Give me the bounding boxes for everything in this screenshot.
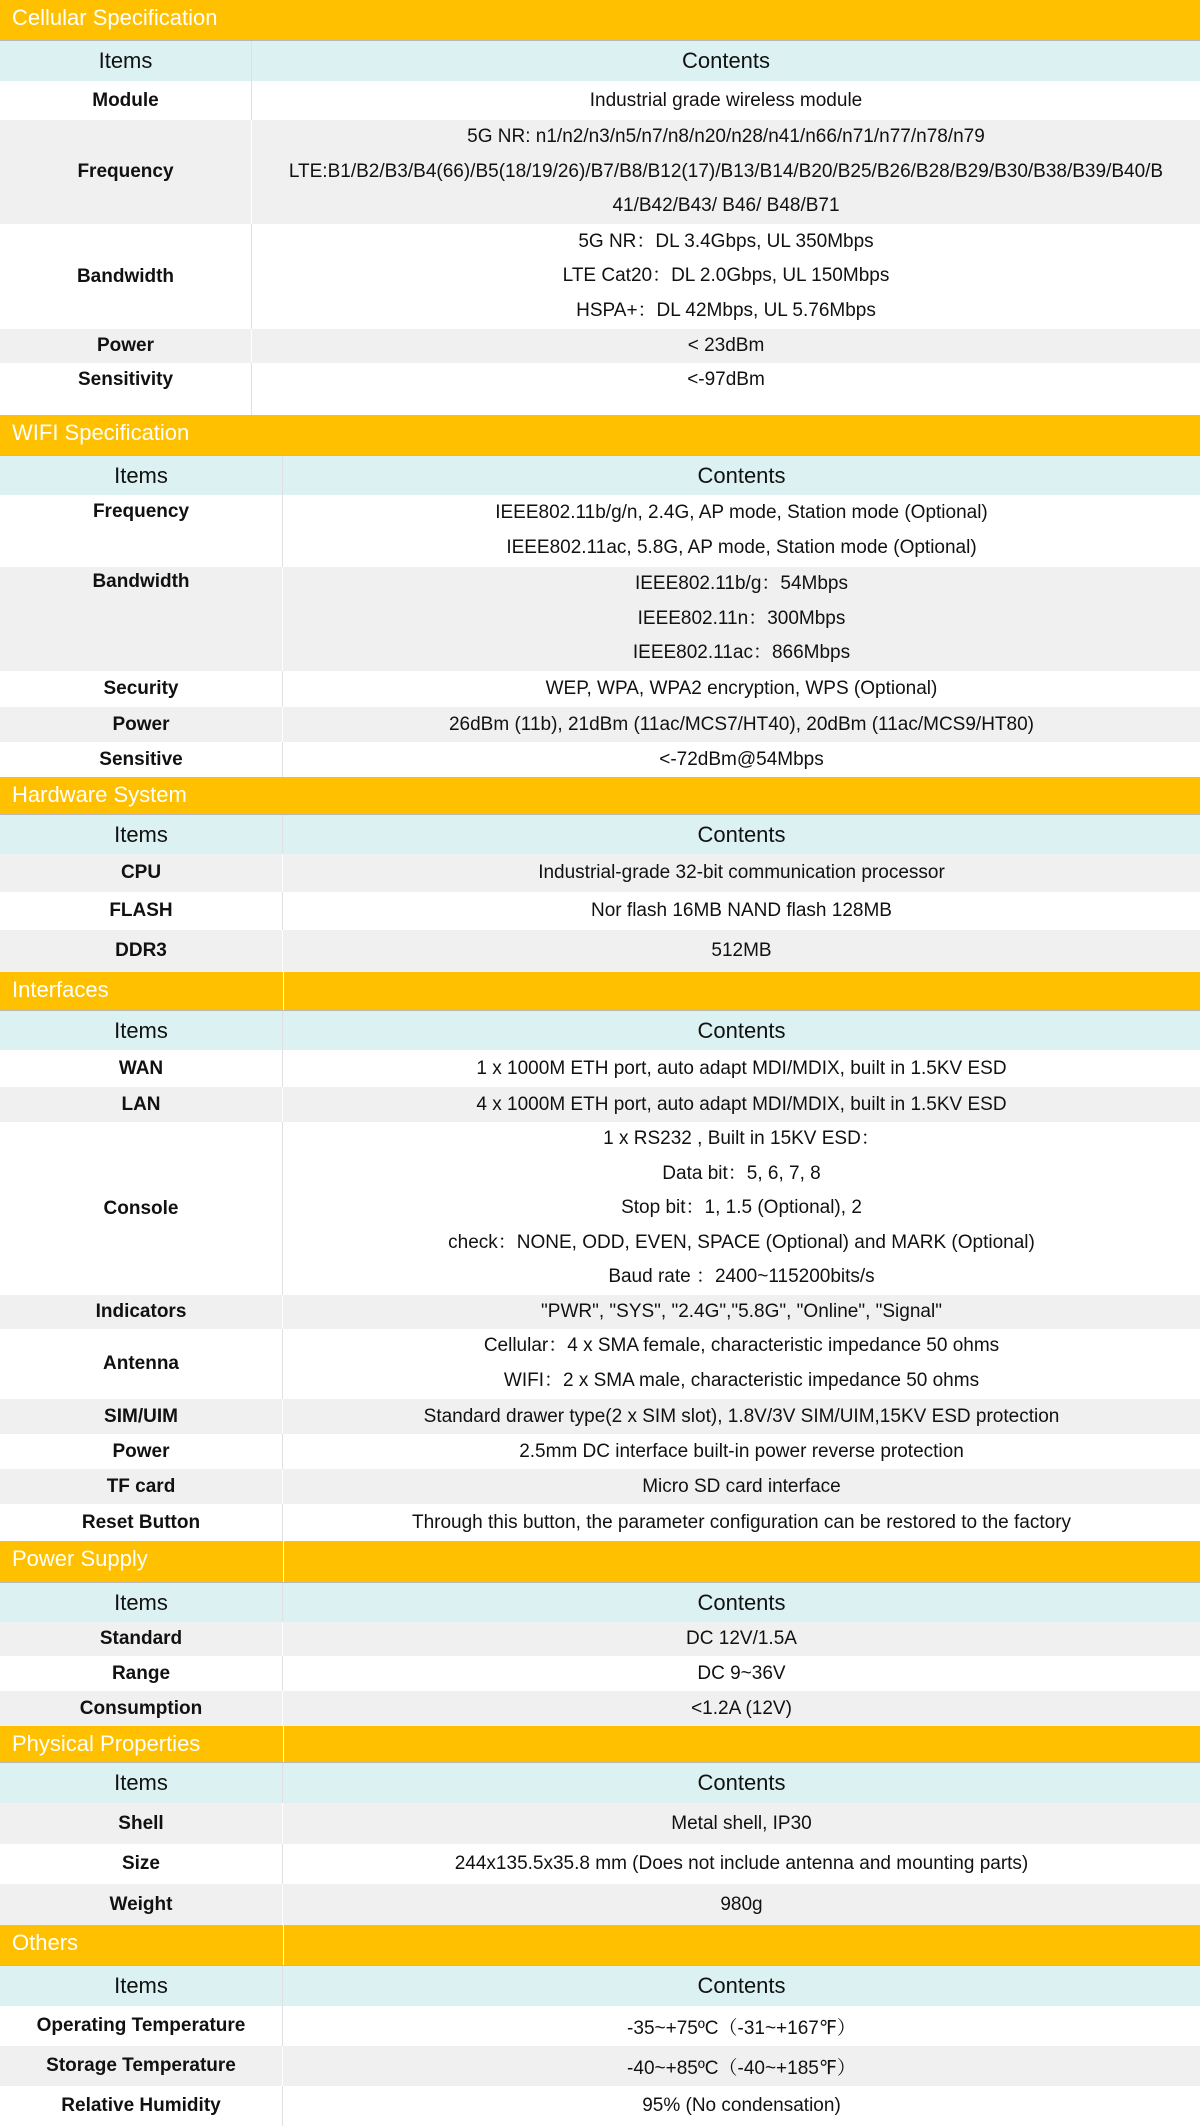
table-row: [0, 930, 1200, 972]
row-label: Antenna: [0, 1329, 283, 1399]
section-interfaces: [0, 972, 1200, 1541]
table-row: [0, 1622, 1200, 1656]
table-row: [0, 363, 1200, 415]
row-label: Sensitivity: [0, 363, 252, 415]
items-column-header: Items: [0, 1966, 283, 2006]
row-value: Micro SD card interface: [642, 1475, 841, 1497]
row-label: Shell: [0, 1803, 283, 1844]
row-label: Bandwidth: [0, 224, 252, 329]
row-value: 1 x 1000M ETH port, auto adapt MDI/MDIX, built in 1.5KV ESD: [476, 1057, 1007, 1079]
column-header-row: [0, 1011, 1200, 1050]
table-row: [0, 1504, 1200, 1541]
row-label: CPU: [0, 854, 283, 892]
table-row: [0, 224, 1200, 329]
row-label: Frequency: [0, 495, 283, 567]
row-value: Through this button, the parameter configuration can be restored to the factory: [411, 1511, 1072, 1533]
contents-column-header: Contents: [681, 48, 771, 73]
table-row: [0, 1656, 1200, 1691]
table-row: [0, 671, 1200, 707]
table-row: [0, 742, 1200, 777]
row-label: Storage Temperature: [0, 2046, 283, 2086]
row-value: 1 x RS232 , Built in 15KV ESD： Data bit：5, 6, 7, 8 Stop bit：1, 1.5 (Optional), 2 check：NONE, ODD, EVEN, SPACE (Optional) and MARK (Optional) Baud rate ：2400~115200bits/s: [448, 1128, 1035, 1288]
contents-column-header: Contents: [697, 821, 786, 847]
row-value: 512MB: [711, 940, 772, 961]
table-row: [0, 2046, 1200, 2086]
section-power-supply: [0, 1541, 1200, 1726]
contents-column-header: Contents: [697, 1770, 786, 1795]
table-row: [0, 2006, 1200, 2046]
row-label: FLASH: [0, 892, 283, 930]
row-label: Frequency: [0, 120, 252, 224]
section-title: WIFI Specification: [0, 415, 1200, 456]
contents-column-header: Contents: [697, 1589, 786, 1615]
section-title: Hardware System: [0, 777, 1200, 815]
column-header-row: [0, 456, 1200, 495]
table-row: [0, 1691, 1200, 1726]
row-value: Industrial grade wireless module: [589, 89, 863, 111]
row-label: Operating Temperature: [0, 2006, 283, 2046]
table-row: [0, 1329, 1200, 1399]
row-label: Size: [0, 1844, 283, 1884]
row-value: -40~+85ºC（-40~+185℉）: [627, 2057, 856, 2079]
table-row: [0, 892, 1200, 930]
section-title: Others: [0, 1925, 1200, 1966]
row-label: WAN: [0, 1050, 283, 1087]
row-value: Nor flash 16MB NAND flash 128MB: [591, 900, 892, 921]
row-label: Weight: [0, 1884, 283, 1925]
table-row: [0, 495, 1200, 567]
items-column-header: Items: [0, 41, 252, 81]
column-header-row: [0, 1583, 1200, 1622]
column-header-row: [0, 41, 1200, 81]
row-label: Bandwidth: [0, 567, 283, 671]
row-value: 5G NR：DL 3.4Gbps, UL 350Mbps LTE Cat20：DL 2.0Gbps, UL 150Mbps HSPA+：DL 42Mbps, UL 5.76Mbps: [562, 230, 890, 321]
row-value: 26dBm (11b), 21dBm (11ac/MCS7/HT40), 20dBm (11ac/MCS9/HT80): [448, 713, 1034, 735]
section-hardware: [0, 777, 1200, 972]
row-value: IEEE802.11b/g/n, 2.4G, AP mode, Station mode (Optional) IEEE802.11ac, 5.8G, AP mode, Station mode (Optional): [495, 502, 988, 558]
table-row: [0, 1087, 1200, 1122]
section-wifi: [0, 415, 1200, 777]
table-row: [0, 120, 1200, 224]
column-header-row: [0, 815, 1200, 854]
items-column-header: Items: [0, 1011, 283, 1050]
row-value: <-72dBm@54Mbps: [659, 748, 824, 770]
row-value: 244x135.5x35.8 mm (Does not include antenna and mounting parts): [454, 1853, 1029, 1874]
table-row: [0, 1844, 1200, 1884]
items-column-header: Items: [0, 1583, 283, 1622]
row-label: Security: [0, 671, 283, 707]
row-label: Module: [0, 81, 252, 120]
contents-column-header: Contents: [697, 1973, 786, 1998]
table-row: [0, 1803, 1200, 1844]
contents-column-header: Contents: [697, 462, 786, 488]
row-label: Indicators: [0, 1295, 283, 1329]
row-label: Power: [0, 1434, 283, 1469]
row-label: Range: [0, 1656, 283, 1691]
row-label: Relative Humidity: [0, 2086, 283, 2126]
row-label: LAN: [0, 1087, 283, 1122]
column-header-row: [0, 1763, 1200, 1803]
row-label: Power: [0, 329, 252, 363]
column-header-row: [0, 1966, 1200, 2006]
row-value: Standard drawer type(2 x SIM slot), 1.8V/3V SIM/UIM,15KV ESD protection: [423, 1405, 1060, 1427]
row-value: DC 9~36V: [697, 1662, 786, 1684]
section-title: Physical Properties: [0, 1726, 1200, 1763]
row-label: SIM/UIM: [0, 1399, 283, 1434]
table-row: [0, 1399, 1200, 1434]
row-label: Console: [0, 1122, 283, 1295]
row-value: -35~+75ºC（-31~+167℉）: [627, 2017, 856, 2039]
row-label: Standard: [0, 1622, 283, 1656]
section-title: Power Supply: [0, 1541, 1200, 1583]
row-value: IEEE802.11b/g：54Mbps IEEE802.11n：300Mbps IEEE802.11ac：866Mbps: [632, 573, 851, 664]
table-row: [0, 567, 1200, 671]
row-value: DC 12V/1.5A: [686, 1628, 797, 1649]
table-row: [0, 2086, 1200, 2126]
row-label: Reset Button: [0, 1504, 283, 1541]
table-row: [0, 1884, 1200, 1925]
row-value: <-97dBm: [687, 369, 765, 390]
row-label: DDR3: [0, 930, 283, 972]
row-value: <1.2A (12V): [691, 1697, 792, 1719]
table-row: [0, 1122, 1200, 1295]
row-value: 2.5mm DC interface built-in power reverse protection: [519, 1440, 964, 1462]
row-label: Consumption: [0, 1691, 283, 1726]
row-value: "PWR", "SYS", "2.4G","5.8G", "Online", "Signal": [541, 1301, 942, 1322]
section-cellular: [0, 0, 1200, 415]
row-value: Cellular：4 x SMA female, characteristic impedance 50 ohms WIFI：2 x SMA male, characteristic impedance 50 ohms: [483, 1335, 1000, 1391]
section-title: Cellular Specification: [0, 0, 1200, 41]
section-title: Interfaces: [0, 972, 1200, 1011]
row-value: 4 x 1000M ETH port, auto adapt MDI/MDIX, built in 1.5KV ESD: [476, 1093, 1007, 1115]
table-row: [0, 1295, 1200, 1329]
row-label: Power: [0, 707, 283, 742]
table-row: [0, 81, 1200, 120]
row-value: Industrial-grade 32-bit communication processor: [538, 862, 945, 883]
row-value: 5G NR: n1/n2/n3/n5/n7/n8/n20/n28/n41/n66/n71/n77/n78/n79 LTE:B1/B2/B3/B4(66)/B5(18/19/26)/B7/B8/B12(17)/B13/B14/B20/B25/B26/B28/B29/B30/B38/B39/B40/B 41/B42/B43/ B46/ B48/B71: [288, 126, 1164, 217]
table-row: [0, 1434, 1200, 1469]
items-column-header: Items: [0, 1763, 283, 1803]
section-others: [0, 1925, 1200, 2126]
row-value: 95% (No condensation): [642, 2095, 841, 2116]
row-value: WEP, WPA, WPA2 encryption, WPS (Optional): [545, 678, 938, 699]
row-label: TF card: [0, 1469, 283, 1504]
contents-column-header: Contents: [697, 1017, 786, 1043]
items-column-header: Items: [0, 815, 283, 854]
row-value: Metal shell, IP30: [671, 1812, 812, 1834]
items-column-header: Items: [0, 456, 283, 495]
table-row: [0, 1469, 1200, 1504]
row-value: < 23dBm: [687, 335, 765, 356]
table-row: [0, 854, 1200, 892]
row-value: 980g: [720, 1893, 763, 1915]
section-physical-properties: [0, 1726, 1200, 1925]
table-row: [0, 1050, 1200, 1087]
row-label: Sensitive: [0, 742, 283, 777]
table-row: [0, 329, 1200, 363]
table-row: [0, 707, 1200, 742]
